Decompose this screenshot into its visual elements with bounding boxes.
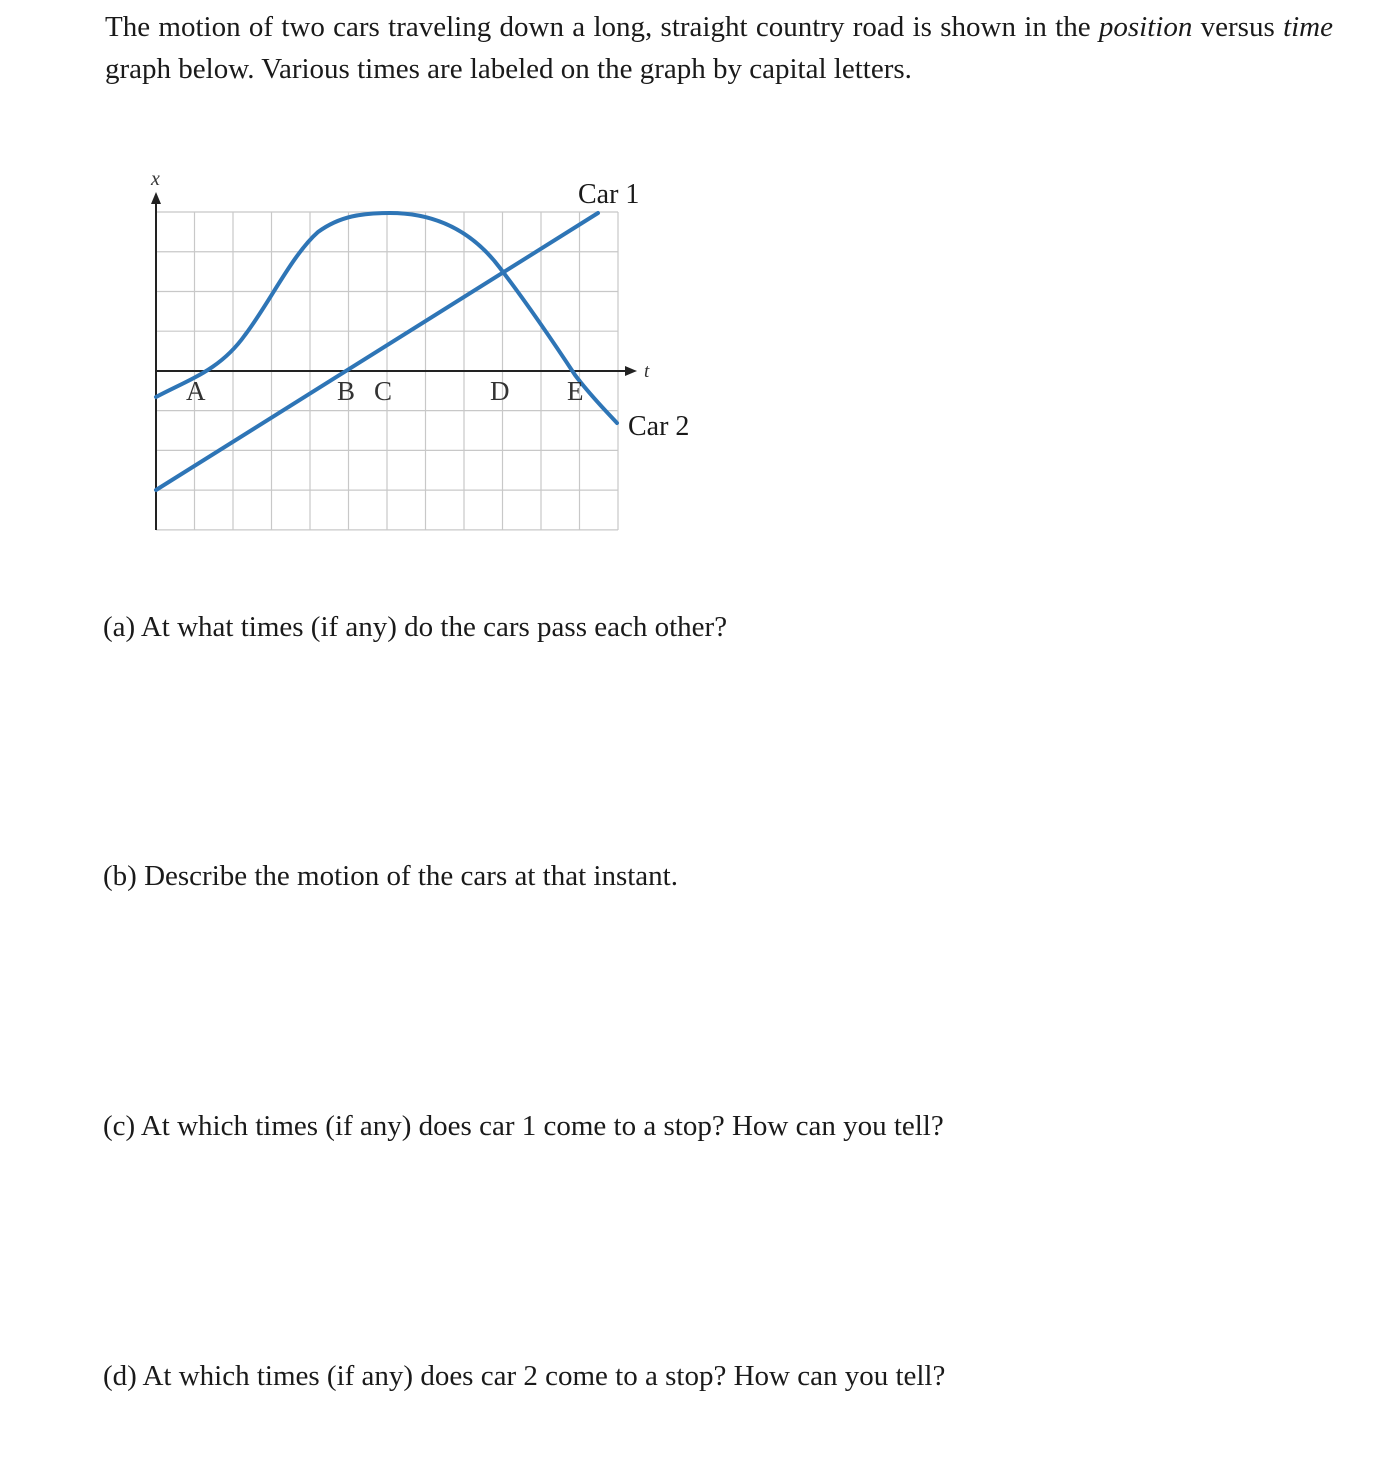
intro-text-1: The motion of two cars traveling down a long, straight country road is shown in the: [105, 11, 1099, 43]
time-label-c: C: [374, 376, 393, 406]
intro-text-3: graph below. Various times are labeled on the graph by capital letters.: [105, 53, 912, 85]
t-axis-arrowhead: [625, 366, 637, 376]
car1-label: Car 1: [578, 179, 640, 210]
intro-text-2: versus: [1192, 11, 1284, 43]
question-c: (c) At which times (if any) does car 1 come to a stop? How can you tell?: [103, 1110, 944, 1142]
intro-time-word: time: [1283, 11, 1333, 43]
time-label-b: B: [337, 376, 356, 406]
position-time-graph: [120, 160, 740, 560]
question-d: (d) At which times (if any) does car 2 come to a stop? How can you tell?: [103, 1360, 946, 1392]
question-a: (a) At what times (if any) do the cars pass each other?: [103, 611, 728, 643]
intro-position-word: position: [1098, 11, 1193, 43]
car2-label: Car 2: [628, 411, 690, 442]
time-label-a: A: [186, 376, 206, 406]
x-axis-label: x: [151, 168, 160, 190]
car1-line: [156, 213, 598, 490]
x-axis-arrowhead: [151, 192, 161, 204]
problem-intro: [105, 6, 1333, 90]
time-label-e: E: [567, 376, 584, 406]
t-axis-label: t: [644, 361, 650, 382]
time-label-d: D: [490, 376, 510, 406]
question-b: (b) Describe the motion of the cars at that instant.: [103, 860, 678, 892]
